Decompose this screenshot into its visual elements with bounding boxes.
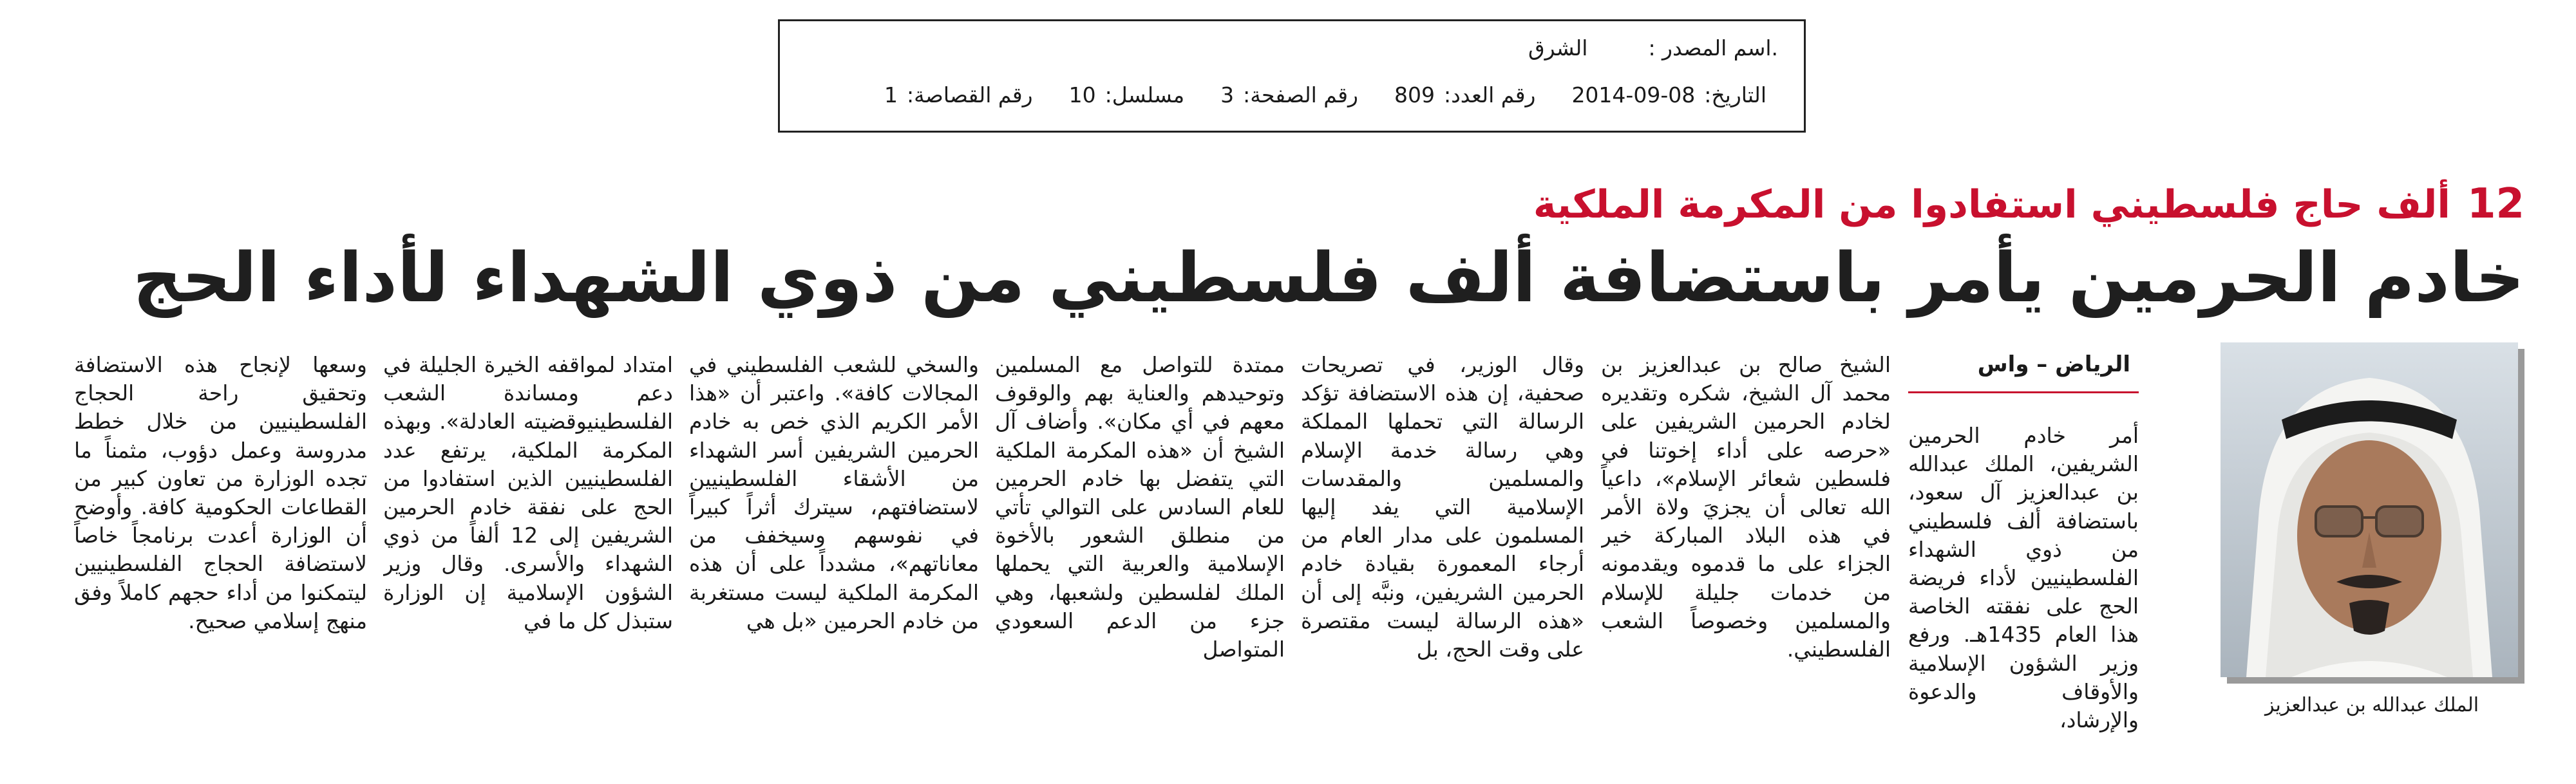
clip-label: رقم القصاصة: — [906, 82, 1033, 107]
page-value: 3 — [1220, 82, 1235, 107]
article-headline: خادم الحرمين يأمر باستضافة ألف فلسطيني من ذوي الشهداء لأداء الحج — [133, 238, 2524, 317]
clip-item — [884, 82, 1033, 107]
clip-value: 1 — [884, 82, 898, 107]
column-text: والسخي للشعب الفلسطيني في المجالات كافة». واعتبر أن «هذا الأمر الكريم الذي خص به خادم الحرمين الشريفين أسر الشهداء من الأشقاء الفلسطينيين لاستضافتهم، سيترك أثراً كبيراً في نفوسهم وسيخفف من معاناتهم»، مشدداً على أن هذه المكرمة الملكية ليست مستغربة من خادم الحرمين «بل هي — [689, 352, 979, 633]
column-text: ممتدة للتواصل مع المسلمين وتوحيدهم والعناية بهم والوقوف معهم في أي مكان». وأضاف آل الشيخ أن «هذه المكرمة الملكية التي يتفضل بها خادم الحرمين للعام السادس على التوالي تأتي من منطلق الشعور بالأخوة الإسلامية والعربية التي يحملها الملك لفلسطين ولشعبها، وهي جزء من الدعم السعودي المتواصل — [995, 352, 1285, 662]
article-column-1 — [1908, 422, 2139, 737]
column-text: امتداد لمواقفه الخيرة الجليلة في دعم ومساندة الشعب الفلسطينيوقضيته العادلة». وبهذه المكرمة الملكية، يرتفع عدد الفلسطينيين الذين استفادوا من الحج على نفقة خادم الحرمين الشريفين إلى 12 ألفاً من ذوي الشهداء والأسرى. وقال وزير الشؤون الإسلامية إن الوزارة ستبذل كل ما في — [383, 352, 673, 633]
source-value: الشرق — [1528, 35, 1588, 61]
photo-caption: الملك عبدالله بن عبدالعزيز — [2264, 694, 2479, 716]
date-value: 2014-09-08 — [1571, 82, 1696, 107]
column-text: وسعها لإنجاح هذه الاستضافة وتحقيق راحة الحجاج الفلسطينيين من خلال خطط مدروسة وعمل دؤوب، مثمناً ما تجده الوزارة من تعاون كبير من القطاعات الحكومية كافة. وأوضح أن الوزارة أعدت برنامجاً خاصاً لاستضافة الحجاج الفلسطينيين ليتمكنوا من أداء حجهم كاملاً وفق منهج إسلامي صحيح. — [74, 352, 367, 633]
source-row — [1528, 35, 1778, 61]
issue-value: 809 — [1394, 82, 1435, 107]
serial-label: مسلسل: — [1104, 82, 1185, 107]
article-column-3 — [1301, 351, 1584, 737]
portrait-illustration — [2221, 342, 2518, 677]
issue-details-row — [884, 82, 1766, 107]
serial-value: 10 — [1068, 82, 1096, 107]
serial-item — [1069, 82, 1185, 107]
article-column-6 — [383, 351, 673, 737]
article-column-2 — [1601, 351, 1891, 737]
column-text: الشيخ صالح بن عبدالعزيز بن محمد آل الشيخ، شكره وتقديره لخادم الحرمين الشريفين على «حرصه على أداء إخوتنا في فلسطين شعائر الإسلام»، داعياً الله تعالى أن يجزيَ ولاة الأمر في هذه البلاد المباركة خير الجزاء على ما قدموه ويقدمونه من خدمات جليلة للإسلام والمسلمين وخصوصاً الشعب الفلسطيني. — [1601, 352, 1891, 662]
subhead-number: 12 — [2467, 180, 2524, 228]
page-item — [1220, 82, 1358, 107]
king-photo — [2221, 342, 2518, 677]
article-column-4 — [995, 351, 1285, 737]
subhead-text: ألف حاج فلسطيني استفادوا من المكرمة الملكية — [1533, 182, 2450, 227]
column-text: أمر خادم الحرمين الشريفين، الملك عبدالله بن عبدالعزيز آل سعود، باستضافة ألف فلسطيني من ذوي الشهداء الفلسطينيين لأداء فريضة الحج على نفقته الخاصة هذا العام 1435هـ. ورفع وزير الشؤون الإسلامية والأوقاف والدعوة والإرشاد، — [1908, 423, 2139, 733]
byline: الرياض – واس — [1977, 351, 2130, 377]
article-column-5 — [689, 351, 979, 737]
issue-item — [1394, 82, 1535, 107]
article-column-7 — [74, 351, 367, 737]
source-label: .اسم المصدر : — [1648, 35, 1778, 61]
byline-divider — [1908, 391, 2139, 393]
source-info-box — [778, 19, 1806, 133]
date-item — [1571, 82, 1766, 107]
issue-label: رقم العدد: — [1443, 82, 1536, 107]
date-label: التاريخ: — [1704, 82, 1766, 107]
article-subheadline — [1533, 180, 2524, 228]
column-text: وقال الوزير، في تصريحات صحفية، إن هذه الاستضافة تؤكد الرسالة التي تحملها المملكة وهي رسالة خدمة الإسلام والمسلمين والمقدسات الإسلامية التي يفد إليها المسلمون على مدار العام من أرجاء المعمورة بقيادة خادم الحرمين الشريفين، ونبَّه إلى أن «هذه الرسالة ليست مقتصرة على وقت الحج، بل — [1301, 352, 1584, 662]
page-label: رقم الصفحة: — [1243, 82, 1358, 107]
